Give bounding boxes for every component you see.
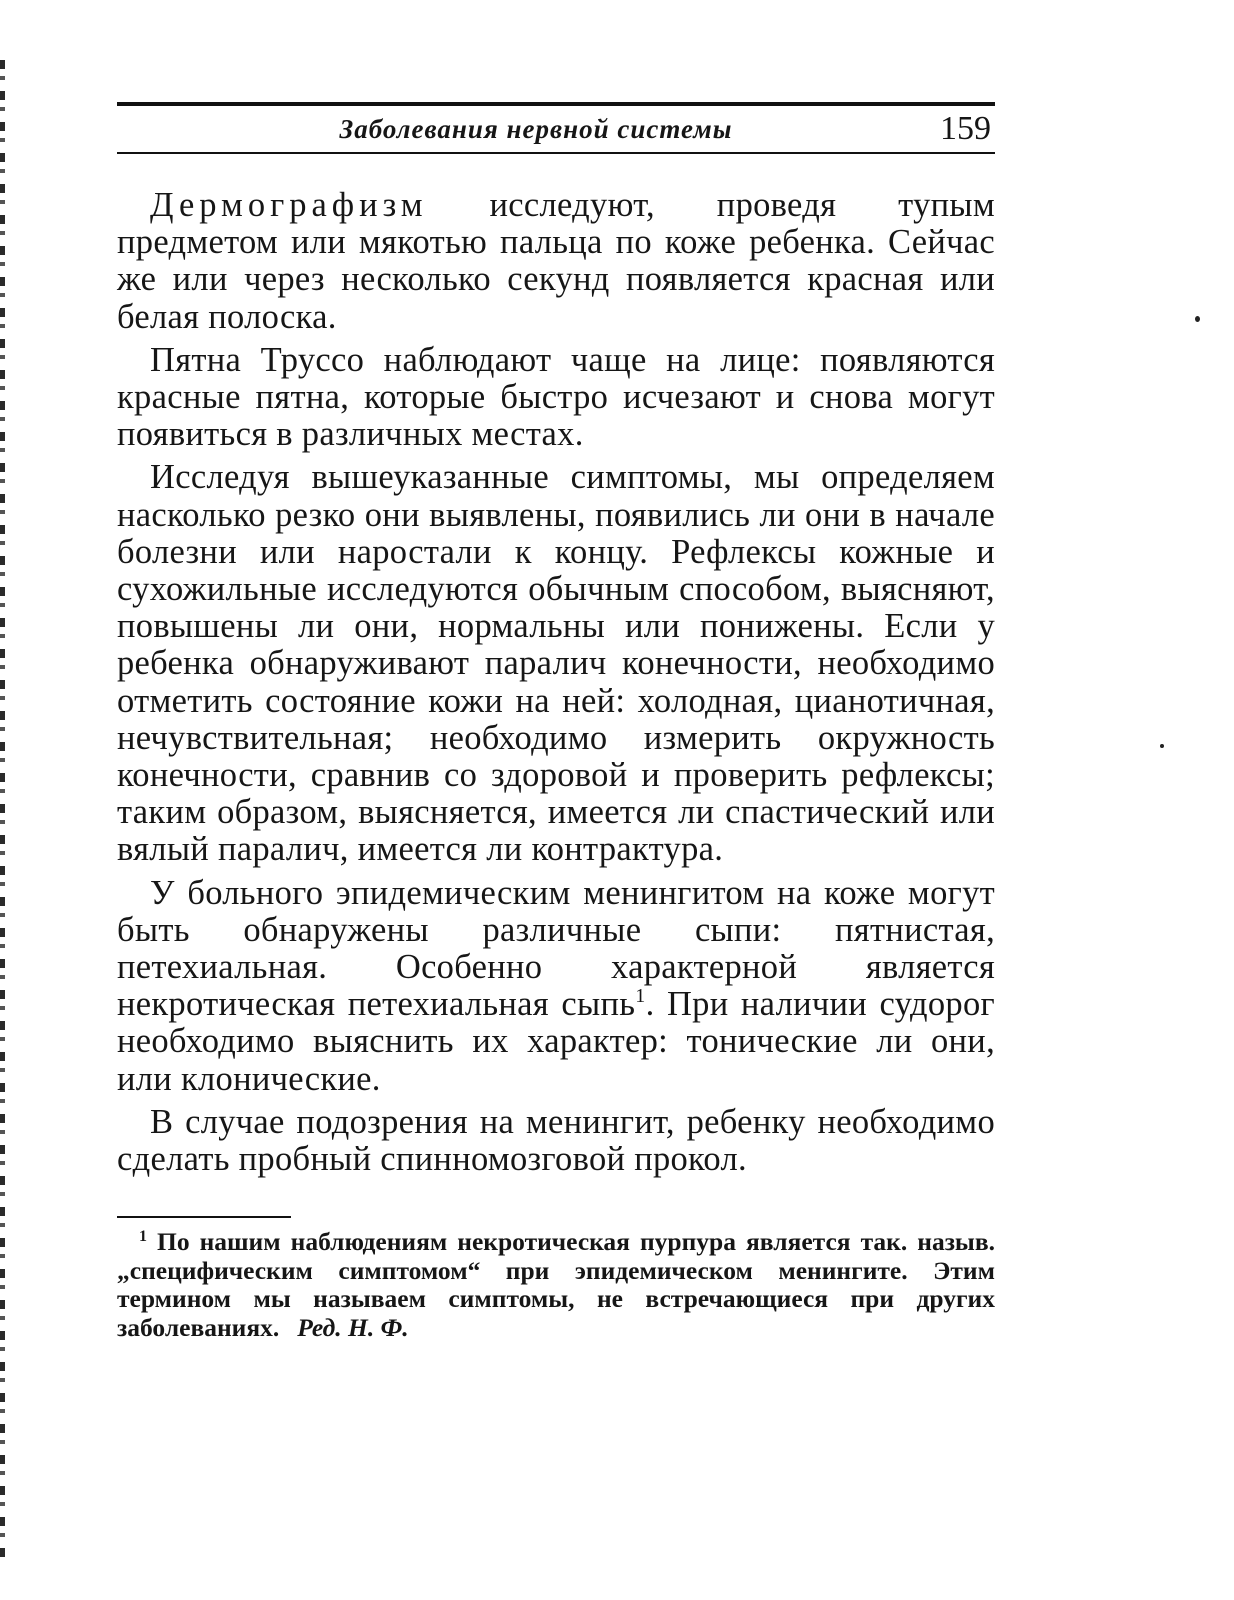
scan-speck <box>1160 744 1164 748</box>
footnote-reference: 1 <box>635 985 646 1008</box>
header-rule-bottom <box>117 152 995 154</box>
page-number: 159 <box>940 110 991 147</box>
paragraph-text: У больного эпидемическим менингитом на коже могут быть обнаружены различные сыпи: пятнистая, петехиальная. Особенно характерной является некротическая петехиальная сыпь <box>117 873 995 1024</box>
paragraph: Пятна Труссо наблюдают чаще на лице: появляются красные пятна, которые быстро исчезают и снова могут появиться в различных местах. <box>117 340 995 454</box>
body-text <box>117 187 995 1178</box>
footnote-mark: 1 <box>139 1228 147 1246</box>
paragraph: В случае подозрения на менингит, ребенку необходимо сделать пробный спинномозговой прокол. <box>117 1102 995 1179</box>
paragraph-text: исследуют, проведя тупым предметом или мякотью пальца по коже ребенка. Сейчас же или через несколько секунд появляется красная или белая полоска. <box>117 186 995 336</box>
running-head <box>117 106 995 152</box>
footnote-text: По нашим наблюдениям некротическая пурпура является так. назыв. „специфическим симптомом“ при эпидемическом менингите. Этим термином мы называем симптомы, не встречающиеся при других заболеваниях. <box>117 1227 995 1342</box>
paragraph <box>117 187 995 336</box>
scan-speck <box>1195 316 1200 322</box>
footnote-editor: Ред. Н. Ф. <box>297 1312 409 1342</box>
paragraph: Исследуя вышеуказанные симптомы, мы определяем насколько резко они выявлены, появились ли они в начале болезни или наростали к концу. Рефлексы кожные и сухожильные исследуются обычным способом, выясняют, повышены ли они, нормальны или понижены. Если у ребенка обнаруживают паралич конечности, необходимо отметить состояние кожи на ней: холодная, цианотичная, нечувствительная; необходимо измерить окружность конечности, сравнив со здоровой и проверить рефлексы; таким образом, выясняется, имеется ли спастический или вялый паралич, имеется ли контрактура. <box>117 458 995 869</box>
paragraph-text: . При наличии судорог необходимо выяснить их характер: тонические ли они, или клонические. <box>117 985 995 1098</box>
paragraph <box>117 875 995 1098</box>
scan-edge-shadow <box>0 60 5 1560</box>
running-title: Заболевания нервной системы <box>339 114 733 144</box>
footnote <box>117 1228 995 1342</box>
footnote-rule <box>117 1216 291 1218</box>
spaced-term: Дермографизм <box>150 186 428 224</box>
book-page <box>117 102 995 1342</box>
